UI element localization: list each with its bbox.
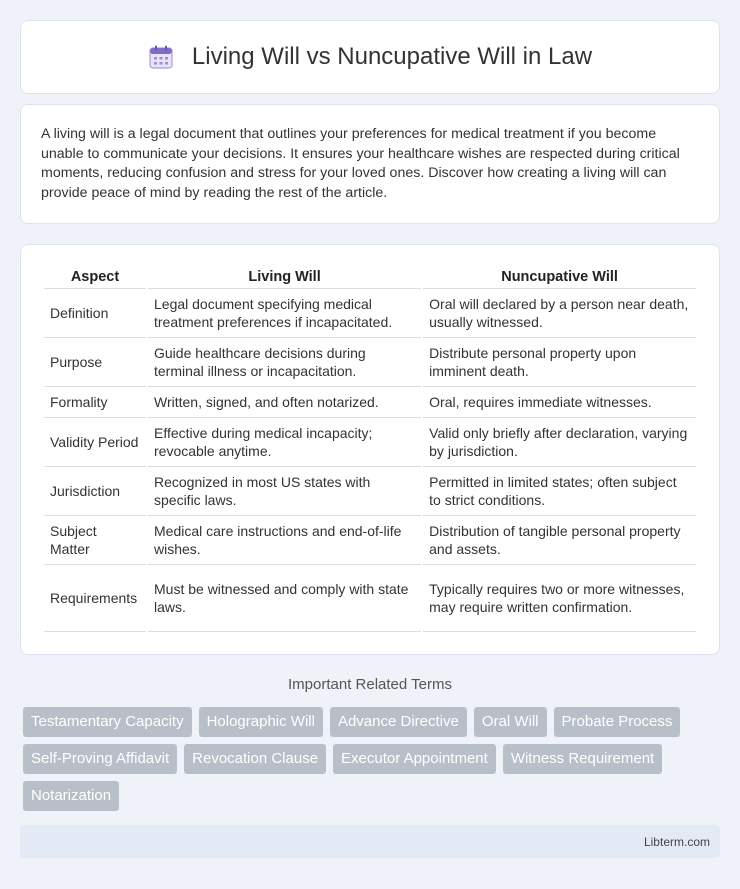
nuncupative-will-cell: Typically requires two or more witnesses, may require written confirmation. <box>423 565 696 632</box>
related-term-tag[interactable]: Testamentary Capacity <box>23 707 192 737</box>
living-will-cell: Must be witnessed and comply with state laws. <box>148 565 421 632</box>
related-term-tag[interactable]: Notarization <box>23 781 119 811</box>
intro-card <box>20 104 720 224</box>
table-row <box>44 289 696 338</box>
table-row <box>44 467 696 516</box>
related-term-tag[interactable]: Self-Proving Affidavit <box>23 744 177 774</box>
related-term-tag[interactable]: Witness Requirement <box>503 744 662 774</box>
living-will-cell: Written, signed, and often notarized. <box>148 387 421 418</box>
nuncupative-will-cell: Valid only briefly after declaration, varying by jurisdiction. <box>423 418 696 467</box>
column-header: Nuncupative Will <box>423 265 696 289</box>
intro-text: A living will is a legal document that outlines your preferences for medical treatment if you become unable to communicate your decisions. It ensures your healthcare wishes are respected during critical moments, reducing confusion and stress for your loved ones. Discover how creating a living will can provide peace of mind by reading the rest of the article. <box>41 126 680 201</box>
column-header: Living Will <box>148 265 421 289</box>
nuncupative-will-cell: Distribute personal property upon imminent death. <box>423 338 696 387</box>
page-title: Living Will vs Nuncupative Will in Law <box>191 43 593 70</box>
related-term-tag[interactable]: Revocation Clause <box>184 744 326 774</box>
nuncupative-will-cell: Oral will declared by a person near death, usually witnessed. <box>423 289 696 338</box>
living-will-cell: Guide healthcare decisions during terminal illness or incapacitation. <box>148 338 421 387</box>
related-term-tag[interactable]: Oral Will <box>474 707 547 737</box>
table-row <box>44 338 696 387</box>
aspect-cell: Requirements <box>44 565 146 632</box>
related-term-tag[interactable]: Probate Process <box>554 707 681 737</box>
footer-site-link[interactable]: Libterm.com <box>643 834 710 849</box>
aspect-cell: Subject Matter <box>44 516 146 565</box>
calendar-icon <box>148 44 174 70</box>
table-row <box>44 565 696 632</box>
table-row <box>44 516 696 565</box>
comparison-table-card <box>20 244 720 655</box>
aspect-cell: Definition <box>44 289 146 338</box>
related-terms-list <box>23 707 723 818</box>
column-header: Aspect <box>44 265 146 289</box>
living-will-cell: Recognized in most US states with specific laws. <box>148 467 421 516</box>
living-will-cell: Effective during medical incapacity; revocable anytime. <box>148 418 421 467</box>
table-row <box>44 387 696 418</box>
footer <box>20 825 720 858</box>
living-will-cell: Legal document specifying medical treatment preferences if incapacitated. <box>148 289 421 338</box>
nuncupative-will-cell: Permitted in limited states; often subject to strict conditions. <box>423 467 696 516</box>
related-terms-title: Important Related Terms <box>288 676 452 693</box>
aspect-cell: Purpose <box>44 338 146 387</box>
aspect-cell: Formality <box>44 387 146 418</box>
comparison-table <box>42 265 698 632</box>
related-term-tag[interactable]: Holographic Will <box>199 707 323 737</box>
table-header-row <box>44 265 696 289</box>
header-card <box>20 20 720 94</box>
nuncupative-will-cell: Oral, requires immediate witnesses. <box>423 387 696 418</box>
aspect-cell: Jurisdiction <box>44 467 146 516</box>
nuncupative-will-cell: Distribution of tangible personal property and assets. <box>423 516 696 565</box>
related-term-tag[interactable]: Executor Appointment <box>333 744 496 774</box>
living-will-cell: Medical care instructions and end-of-life wishes. <box>148 516 421 565</box>
related-term-tag[interactable]: Advance Directive <box>330 707 467 737</box>
table-row <box>44 418 696 467</box>
aspect-cell: Validity Period <box>44 418 146 467</box>
